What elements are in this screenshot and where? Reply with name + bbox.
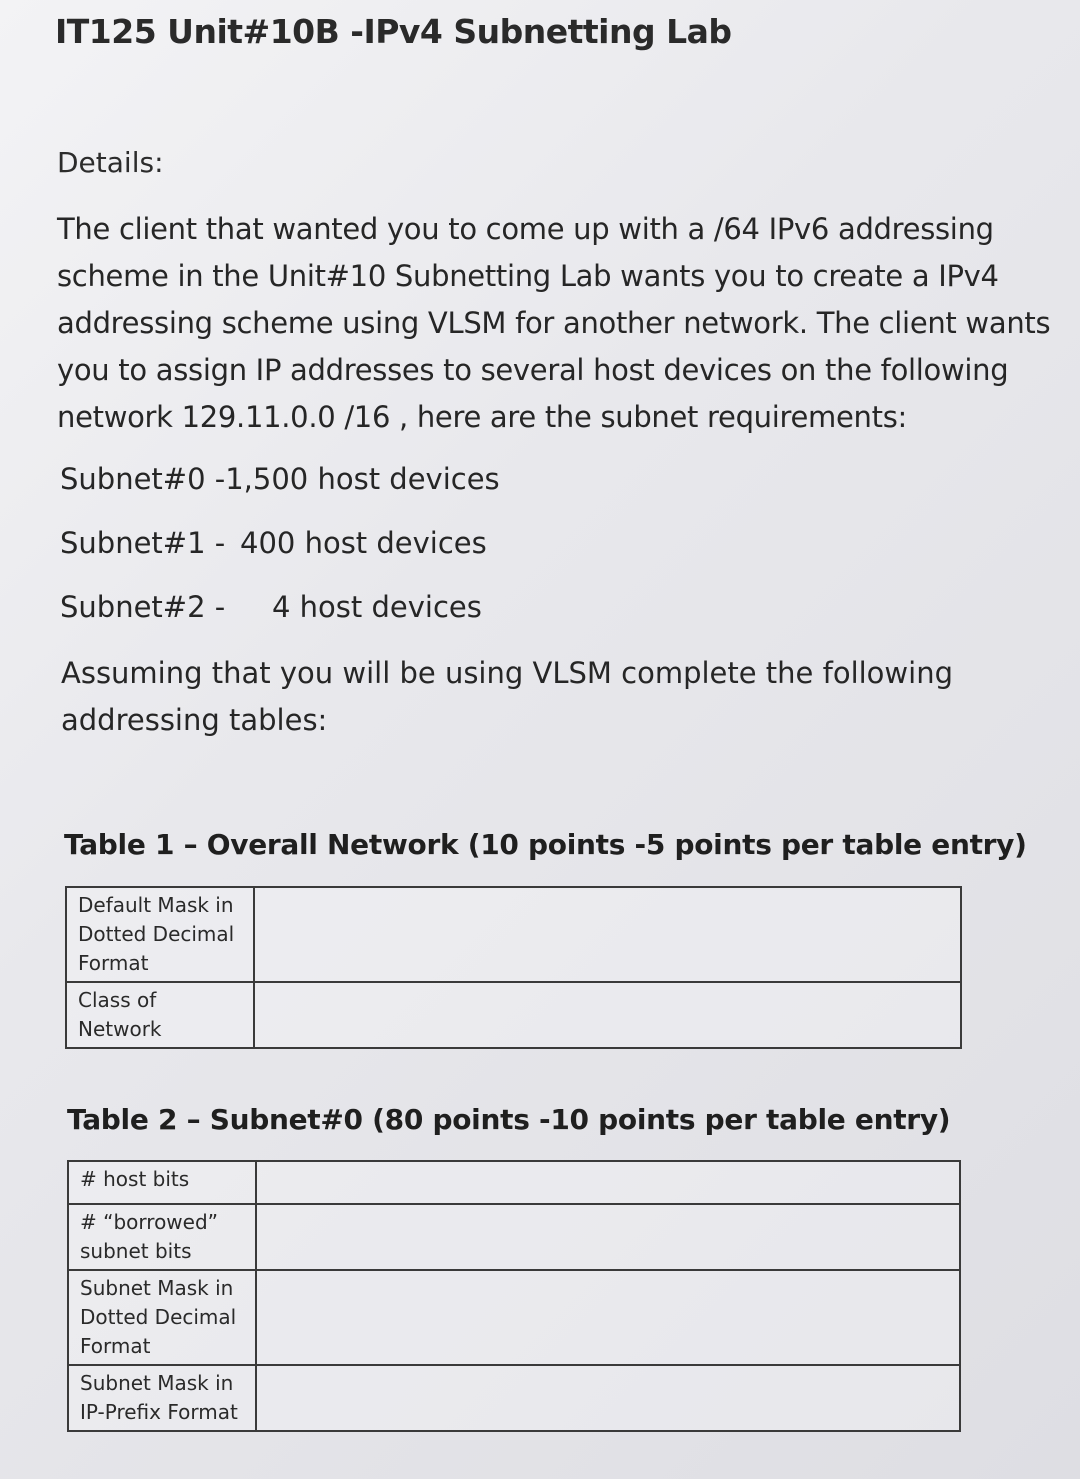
subnet-label: Subnet#0 - xyxy=(60,462,226,496)
answer-cell[interactable] xyxy=(256,1270,960,1365)
details-label: Details: xyxy=(57,146,164,179)
row-label: Default Mask in Dotted Decimal Format xyxy=(66,887,254,982)
answer-cell[interactable] xyxy=(256,1204,960,1270)
row-label: # host bits xyxy=(68,1161,256,1204)
table2-heading: Table 2 – Subnet#0 (80 points -10 points per table entry) xyxy=(67,1103,951,1136)
subnet-host-count: 1,500 host devices xyxy=(225,462,500,496)
answer-cell[interactable] xyxy=(256,1161,960,1204)
row-label: # “borrowed” subnet bits xyxy=(68,1204,256,1270)
table-row xyxy=(68,1161,960,1204)
table-row xyxy=(66,887,961,982)
subnet-requirement-0 xyxy=(60,462,500,496)
document-title: IT125 Unit#10B -IPv4 Subnetting Lab xyxy=(55,12,732,51)
answer-cell[interactable] xyxy=(254,887,961,982)
row-label: Class of Network xyxy=(66,982,254,1048)
answer-cell[interactable] xyxy=(256,1365,960,1431)
subnet-label: Subnet#1 - xyxy=(60,526,226,560)
table-row xyxy=(68,1365,960,1431)
answer-cell[interactable] xyxy=(254,982,961,1048)
details-paragraph: The client that wanted you to come up with a /64 IPv6 addressing scheme in the Unit#10 Subnetting Lab wants you to create a IPv4 addressing scheme using VLSM for another network. The client wants you to assign IP addresses to several host devices on the following network 129.11.0.0 /16 , here are the subnet requirements: xyxy=(57,212,1051,434)
table1-heading: Table 1 – Overall Network (10 points -5 points per table entry) xyxy=(64,828,1027,861)
subnet-host-count: 4 host devices xyxy=(272,590,482,624)
subnet-requirement-2 xyxy=(60,590,482,624)
table-row xyxy=(68,1270,960,1365)
row-label: Subnet Mask in IP-Prefix Format xyxy=(68,1365,256,1431)
row-label: Subnet Mask in Dotted Decimal Format xyxy=(68,1270,256,1365)
subnet-label: Subnet#2 - xyxy=(60,590,226,624)
instructions: Assuming that you will be using VLSM complete the following addressing tables: xyxy=(61,656,953,737)
table2-subnet0 xyxy=(67,1160,961,1432)
subnet-host-count: 400 host devices xyxy=(240,526,487,560)
table1-overall-network xyxy=(65,886,962,1049)
table-row xyxy=(66,982,961,1048)
table-row xyxy=(68,1204,960,1270)
subnet-requirement-1 xyxy=(60,526,487,560)
